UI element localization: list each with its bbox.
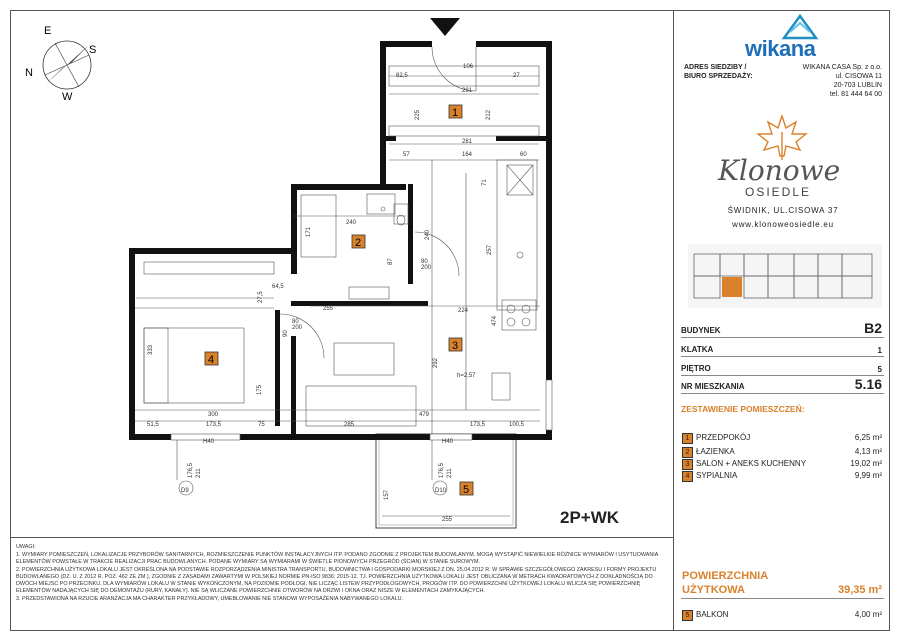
room-list-item: 3 SALON + ANEKS KUCHENNY 19,02 m²	[682, 459, 882, 471]
compass-s: S	[89, 44, 97, 56]
dimension-label: 71	[482, 179, 488, 186]
usable-area-value: 39,35 m²	[837, 584, 882, 596]
apartment-type: 2P+WK	[560, 508, 620, 527]
dimension-label: 240	[346, 220, 357, 226]
compass-n: N	[25, 67, 33, 79]
dimension-label: 211	[196, 468, 202, 478]
usable-area-underline	[681, 598, 884, 599]
dimension-label: D10	[435, 488, 447, 494]
klatka-row: KLATKA 1	[681, 340, 884, 357]
room-list-item: 2 ŁAZIENKA 4,13 m²	[682, 447, 882, 459]
dimension-label: 257	[487, 244, 493, 255]
address-label: ADRES SIEDZIBY / BIURO SPRZEDAŻY:	[684, 64, 753, 80]
dimension-label: 300	[208, 412, 219, 418]
dimension-label: 176,5	[439, 462, 445, 478]
dimension-label: 175	[257, 384, 263, 395]
dimension-label: 281	[462, 88, 473, 94]
pietro-row: PIĘTRO 5	[681, 359, 884, 376]
room-badge-5: 5	[463, 484, 470, 496]
apartment-number-row: NR MIESZKANIA 5.16	[681, 376, 882, 392]
dimension-label: 225	[415, 109, 421, 120]
address-value: WIKANA CASA Sp. z o.o. ul. CISOWA 11 20-703 LUBLIN tel. 81 444 64 00	[802, 64, 882, 98]
entry-arrow	[430, 18, 460, 36]
dimension-label: 255	[323, 306, 334, 312]
usable-area-label-1: POWIERZCHNIA	[682, 570, 769, 582]
dimension-label: 285	[344, 422, 355, 428]
dimension-label: 292	[433, 357, 439, 368]
note-item: 3. PRZEDSTAWIONA NA RZUCIE ARANŻACJA MA CHARAKTER PRZYKŁADOWY, UMEBLOWANIE NIE STANOWI WYPOSAŻENIA NABYWANEGO LOKALU.	[16, 596, 403, 602]
notes-section	[16, 544, 668, 604]
note-item: 1. WYMIARY POMIESZCZEŃ, LOKALIZACJE PRZYBORÓW SANITARNYCH, ROZMIESZCZENIE PUNKTÓW INSTALACYJNYCH ITP. PODANO ZGODNIE Z PROJEKTEM BUDOWLANYM. MOGĄ WYSTĄPIĆ NIEWIELKIE RÓŻNICE WYMIARÓW I USYTUOWANIA ELEMENTÓW POWSTAŁE W TRAKCIE REALIZACJI PRAC BUDOWLANYCH. PODANE WYMIARY SĄ WYMIARAMI W ŚWIETLE PIONOWYCH PRZEGRÓD (ŚCIAN) W STANIE SUROWYM.	[16, 552, 659, 565]
dimension-label: 80	[421, 259, 428, 265]
room-badge-3: 3	[452, 340, 459, 352]
dimension-label: 224	[458, 308, 469, 314]
dimension-label: 27,5	[258, 291, 264, 303]
dimension-label: 100,5	[509, 422, 525, 428]
dimension-label: 255	[442, 517, 453, 523]
dimension-label: 90	[283, 330, 289, 337]
notes-title: UWAGI:	[16, 544, 36, 550]
dimension-label: 87	[388, 258, 394, 265]
dimension-label: 211	[447, 468, 453, 478]
dimension-label: 106	[463, 64, 474, 70]
dimension-label: H40	[442, 439, 454, 445]
dimension-label: 173,5	[470, 422, 486, 428]
dimension-label: h=2,57	[457, 373, 476, 379]
usable-area-label-2: UŻYTKOWA	[682, 584, 745, 596]
floor-plan	[10, 10, 673, 537]
balcony-row: 5 BALKON 4,00 m²	[682, 610, 882, 622]
dimension-label: 57	[403, 152, 410, 158]
compass	[25, 25, 96, 103]
room-badge-2: 2	[355, 237, 362, 249]
room-badge-4: 4	[208, 354, 215, 366]
room-list-item: 4 SYPIALNIA 9,99 m²	[682, 471, 882, 483]
dimension-label: 171	[306, 226, 312, 237]
compass-e: E	[44, 25, 52, 37]
dimension-label: 176,5	[188, 462, 194, 478]
walls	[129, 41, 552, 440]
dimension-label: 240	[425, 229, 431, 240]
dimension-label: 51,5	[147, 422, 159, 428]
room-badge-1: 1	[452, 107, 459, 119]
dimension-label: 173,5	[206, 422, 222, 428]
dimension-label: 281	[462, 139, 473, 145]
dimension-label: 82,5	[396, 73, 408, 79]
dimension-label: 200	[421, 265, 432, 271]
dimension-label: D9	[181, 488, 189, 494]
brand-logo: wikana	[745, 36, 816, 61]
dimension-label: 164	[462, 152, 473, 158]
dimension-label: 200	[292, 325, 303, 331]
budynek-row: BUDYNEK B2	[681, 320, 882, 336]
balcony	[376, 434, 516, 528]
note-item: 2. POWIERZCHNIA UŻYTKOWA LOKALU JEST OKREŚLONA NA PODSTAWIE ROZPORZĄDZENIA MINISTRA TRANSPORTU, BUDOWNICTWA I GOSPODARKI MORSKIEJ Z DN. 25.04.2012 R. W SPRAWIE SZCZEGÓŁOWEGO ZAKRESU I FORMY PROJEKTU BUDOWLANEGO (DZ. U. Z 2012 R. POZ. 462 ZE ZM.), ZGODNIE Z ZASADAMI ZAWARTYMI W POLSKIEJ NORMIE PN-ISO 9836: 2015-12. TJ. POWIERZCHNIA UŻYTKOWA LOKALU JEST OBLICZANA W METRACH KWADRATOWYCH Z DOKŁADNOŚCIĄ DO DWÓCH MIEJSC PO PRZECINKU, DLA WYMIARÓW LOKALU W STANIE WYKOŃCZONYM, NA POZIOMIE PODŁOGI, NIE LICZĄC LISTEW PRZYPODŁOGOWYCH, PROGÓW ITP. DO POWIERZCHNI UŻYTKOWEJ LOKALU WLICZA SIĘ POWIERZCHNIĘ ELEMENTÓW NADAJĄCYCH SIĘ DO DEMONTAŻU (RURY, KANAŁY). NIE SĄ WLICZANE POWIERZCHNIE OTWORÓW NA DRZWI I OKNA ORAZ NISZE W ELEMENTACH ZAMYKAJĄCYCH.	[16, 567, 657, 594]
dimension-labels	[147, 64, 527, 523]
dimension-label: 75	[258, 422, 265, 428]
dimension-label: 60	[520, 152, 527, 158]
dimension-label: 157	[384, 489, 390, 500]
dimension-label: 479	[419, 412, 430, 418]
estate-title: Klonowe	[718, 154, 841, 187]
building-key-plan	[688, 244, 882, 308]
dimension-label: 64,5	[272, 284, 284, 290]
estate-website: www.klonoweosiedle.eu	[732, 220, 834, 229]
rooms-title: ZESTAWIENIE POMIESZCZEŃ:	[681, 404, 805, 414]
notes-divider	[10, 537, 674, 538]
estate-address: ŚWIDNIK, UL.CISOWA 37	[727, 206, 839, 215]
dimension-label: 474	[492, 315, 498, 326]
dimension-label: 80	[292, 319, 299, 325]
highlighted-unit	[722, 277, 742, 297]
dimension-label: H40	[203, 439, 215, 445]
room-list-item: 1 PRZEDPOKÓJ 6,25 m²	[682, 433, 882, 445]
dimension-label: 333	[148, 344, 154, 355]
estate-subtitle: OSIEDLE	[745, 185, 812, 199]
dimension-label: 27	[513, 73, 520, 79]
compass-w: W	[62, 91, 73, 103]
dimension-label: 212	[486, 109, 492, 120]
furniture	[135, 47, 540, 516]
